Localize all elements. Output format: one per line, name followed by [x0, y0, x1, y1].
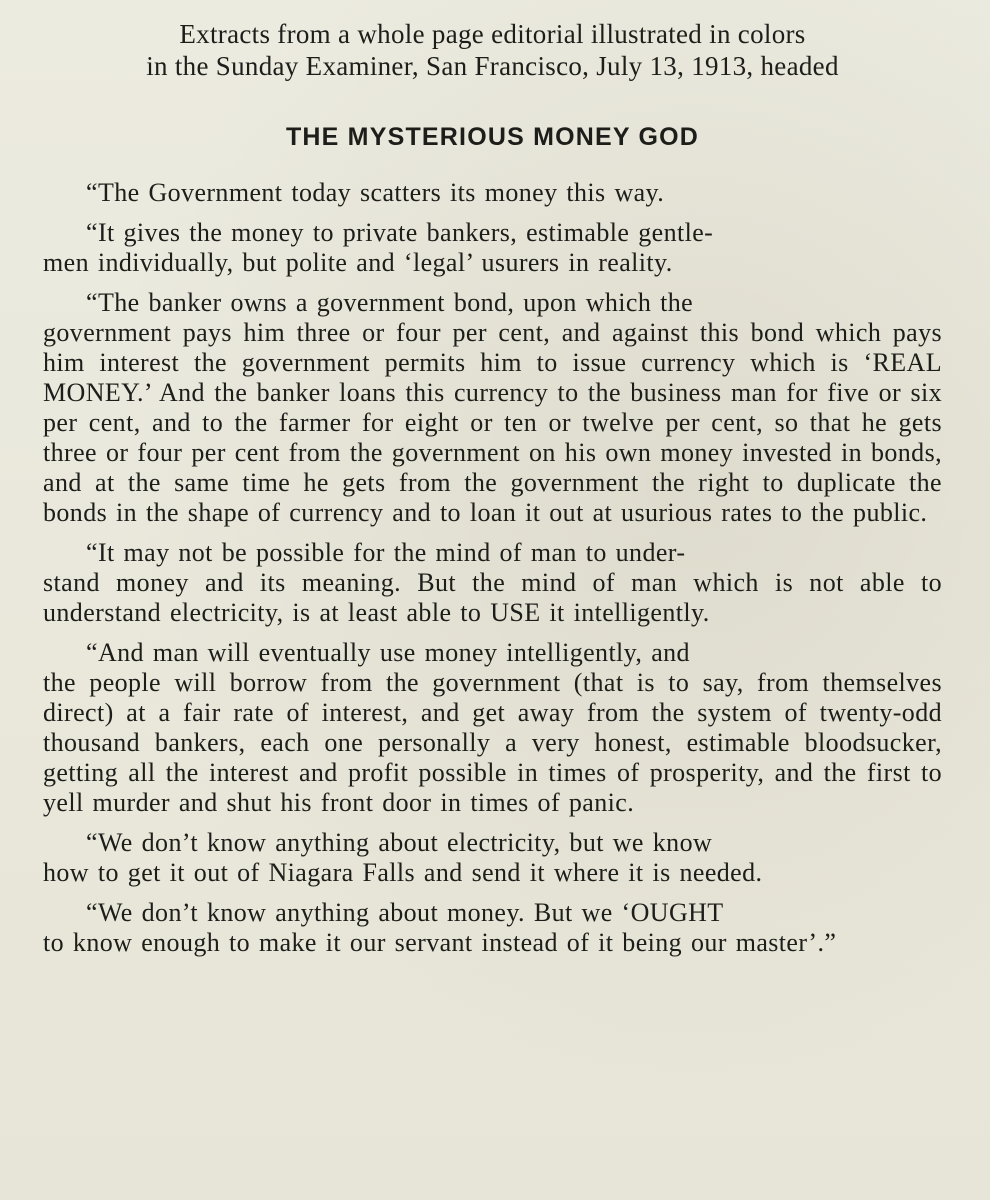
paragraph-text: government pays him three or four per cent, and against this bond which pays him interest the government permits him to issue currency which is ‘REAL MONEY.’ And the banker loans this currency to the business man for five or six per cent, and to the farmer for eight or ten or twelve per cent, so that he gets three or four per cent from the government on his own money invested in bonds, and at the same time he gets from the government the right to duplicate the bonds in the shape of currency and to loan it out at usurious rates to the public.: [43, 318, 942, 527]
paragraph: [43, 828, 942, 888]
paragraph-text: men individually, but polite and ‘legal’ usurers in reality.: [43, 248, 673, 277]
paragraph: [43, 178, 942, 208]
editorial-body: [43, 178, 942, 958]
paragraph: [43, 538, 942, 628]
paragraph-text: stand money and its meaning. But the mind of man which is not able to understand electricity, is at least able to USE it intelligently.: [43, 568, 942, 627]
headline: THE MYSTERIOUS MONEY GOD: [285, 123, 700, 151]
paragraph-text: how to get it out of Niagara Falls and send it where it is needed.: [43, 858, 763, 887]
intro-line-2: in the Sunday Examiner, San Francisco, July 13, 1913, headed: [146, 51, 839, 81]
paragraph-first-line: “It may not be possible for the mind of man to under-: [86, 538, 686, 567]
paragraph: [43, 638, 942, 818]
paragraph-text: the people will borrow from the government (that is to say, from themselves direct) at a fair rate of interest, and get away from the system of twenty-odd thousand bankers, each one personally a very honest, estimable bloodsucker, getting all the interest and profit possible in times of prosperity, and the first to yell murder and shut his front door in times of panic.: [43, 668, 942, 817]
paragraph-first-line: “It gives the money to private bankers, estimable gentle-: [86, 218, 714, 247]
intro-line-1: Extracts from a whole page editorial illustrated in colors: [179, 19, 806, 49]
paragraph-text: to know enough to make it our servant instead of it being our master’.”: [43, 928, 837, 957]
paragraph-first-line: “The Government today scatters its money this way.: [86, 178, 665, 207]
paragraph-first-line: “We don’t know anything about electricity, but we know: [86, 828, 713, 857]
paragraph: [43, 218, 942, 278]
intro-text: [43, 18, 942, 82]
paragraph-first-line: “The banker owns a government bond, upon which the: [86, 288, 694, 317]
paragraph-first-line: “We don’t know anything about money. But we ‘OUGHT: [86, 898, 724, 927]
paragraph: [43, 898, 942, 958]
paragraph: [43, 288, 942, 528]
paragraph-first-line: “And man will eventually use money intelligently, and: [86, 638, 690, 667]
